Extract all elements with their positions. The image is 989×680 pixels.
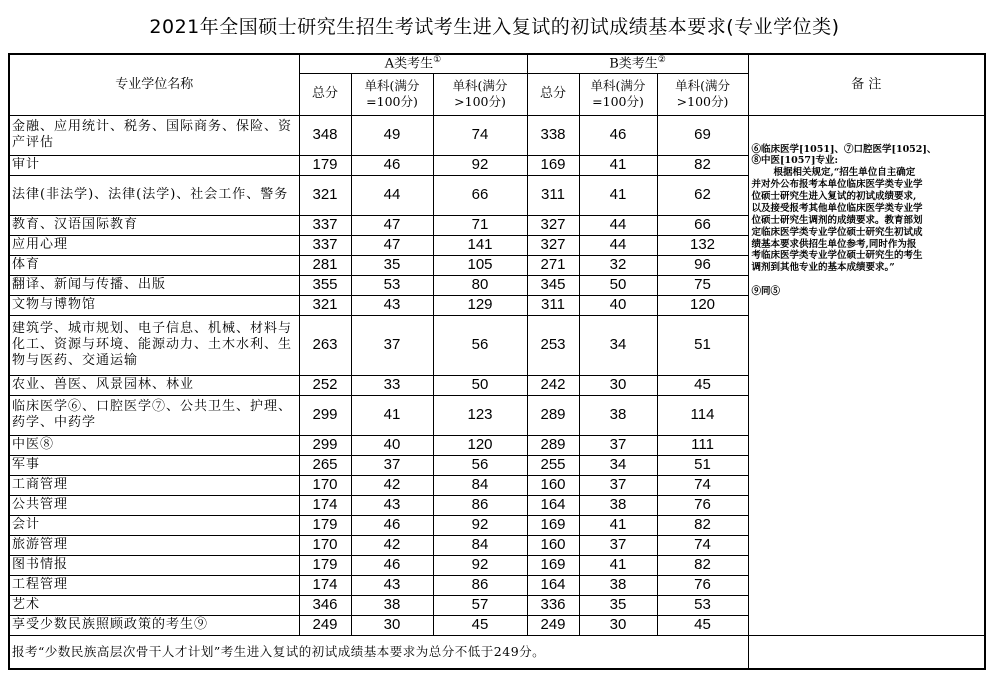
note-line: ⑥临床医学[1051]、⑦口腔医学[1052]、 bbox=[751, 143, 937, 155]
a-single-gt100-cell: 71 bbox=[433, 215, 527, 235]
a-single-100-cell: 44 bbox=[351, 175, 433, 215]
a-single-100-cell: 43 bbox=[351, 295, 433, 315]
program-name: 工程管理 bbox=[9, 575, 299, 595]
a-single-gt100-cell: 57 bbox=[433, 595, 527, 615]
a-single-gt100-cell: 141 bbox=[433, 235, 527, 255]
a-single-100-cell: 42 bbox=[351, 475, 433, 495]
a-single-100-cell: 46 bbox=[351, 155, 433, 175]
b-total-cell: 160 bbox=[527, 535, 579, 555]
b-single-gt100-cell: 96 bbox=[657, 255, 748, 275]
a-single-gt100-cell: 50 bbox=[433, 375, 527, 395]
b-single-100-cell: 41 bbox=[579, 155, 657, 175]
a-total-cell: 174 bbox=[299, 495, 351, 515]
note-line: 定临床医学类专业学位硕士研究生初试成 bbox=[751, 226, 923, 238]
a-single-100-cell: 42 bbox=[351, 535, 433, 555]
a-single-100-cell: 47 bbox=[351, 235, 433, 255]
b-single-gt100-cell: 45 bbox=[657, 375, 748, 395]
b-single-100-cell: 37 bbox=[579, 435, 657, 455]
b-total-cell: 164 bbox=[527, 575, 579, 595]
a-total-cell: 252 bbox=[299, 375, 351, 395]
b-single-gt100-cell: 74 bbox=[657, 535, 748, 555]
b-total-cell: 255 bbox=[527, 455, 579, 475]
a-single-gt100-header: 单科(满分 >100分) bbox=[433, 73, 527, 115]
a-single-gt100-cell: 92 bbox=[433, 155, 527, 175]
a-single-100-cell: 46 bbox=[351, 555, 433, 575]
program-name: 体育 bbox=[9, 255, 299, 275]
a-total-cell: 337 bbox=[299, 235, 351, 255]
a-single-100-cell: 40 bbox=[351, 435, 433, 455]
b-single-100-cell: 44 bbox=[579, 215, 657, 235]
note-line: ⑨同⑤ bbox=[751, 286, 781, 298]
program-name: 法律(非法学)、法律(法学)、社会工作、警务 bbox=[9, 175, 299, 215]
program-name: 工商管理 bbox=[9, 475, 299, 495]
b-total-cell: 289 bbox=[527, 435, 579, 455]
note-line: 位硕士研究生调剂的成绩要求。教育部划 bbox=[751, 214, 923, 226]
b-single-100-cell: 37 bbox=[579, 535, 657, 555]
b-single-gt100-cell: 132 bbox=[657, 235, 748, 255]
header-row-1 bbox=[9, 54, 985, 73]
a-single-gt100-cell: 56 bbox=[433, 315, 527, 375]
b-total-cell: 249 bbox=[527, 615, 579, 635]
a-total-cell: 265 bbox=[299, 455, 351, 475]
b-single-gt100-cell: 82 bbox=[657, 555, 748, 575]
a-total-cell: 348 bbox=[299, 115, 351, 155]
group-b-header: B类考生② bbox=[527, 54, 748, 73]
b-single-100-cell: 44 bbox=[579, 235, 657, 255]
a-single-100-cell: 43 bbox=[351, 495, 433, 515]
score-table bbox=[8, 53, 986, 670]
b-single-gt100-cell: 69 bbox=[657, 115, 748, 155]
b-total-header: 总分 bbox=[527, 73, 579, 115]
b-single-100-cell: 41 bbox=[579, 555, 657, 575]
b-single-100-cell: 34 bbox=[579, 315, 657, 375]
b-single-100-cell: 41 bbox=[579, 515, 657, 535]
a-total-cell: 170 bbox=[299, 535, 351, 555]
b-total-cell: 169 bbox=[527, 555, 579, 575]
b-single-gt100-cell: 82 bbox=[657, 515, 748, 535]
a-total-cell: 299 bbox=[299, 435, 351, 455]
a-single-100-cell: 30 bbox=[351, 615, 433, 635]
a-single-100-cell: 43 bbox=[351, 575, 433, 595]
program-name: 艺术 bbox=[9, 595, 299, 615]
a-single-gt100-cell: 86 bbox=[433, 575, 527, 595]
a-total-cell: 337 bbox=[299, 215, 351, 235]
a-single-100-cell: 33 bbox=[351, 375, 433, 395]
a-single-gt100-cell: 84 bbox=[433, 535, 527, 555]
b-single-gt100-cell: 114 bbox=[657, 395, 748, 435]
b-total-cell: 242 bbox=[527, 375, 579, 395]
a-single-100-cell: 53 bbox=[351, 275, 433, 295]
a-total-header: 总分 bbox=[299, 73, 351, 115]
note-line: 位硕士研究生进入复试的初试成绩要求, bbox=[751, 191, 917, 203]
b-total-cell: 169 bbox=[527, 155, 579, 175]
program-name: 军事 bbox=[9, 455, 299, 475]
b-single-gt100-cell: 82 bbox=[657, 155, 748, 175]
program-name: 农业、兽医、风景园林、林业 bbox=[9, 375, 299, 395]
program-name: 中医⑧ bbox=[9, 435, 299, 455]
b-single-100-cell: 30 bbox=[579, 375, 657, 395]
b-single-gt100-cell: 74 bbox=[657, 475, 748, 495]
program-name: 公共管理 bbox=[9, 495, 299, 515]
a-single-gt100-cell: 84 bbox=[433, 475, 527, 495]
b-single-gt100-cell: 62 bbox=[657, 175, 748, 215]
program-name: 翻译、新闻与传播、出版 bbox=[9, 275, 299, 295]
note-line: 绩基本要求供招生单位参考,同时作为报 bbox=[751, 238, 917, 250]
notes-cell bbox=[748, 115, 985, 635]
note-line: 考临床医学类专业学位硕士研究生的考生 bbox=[751, 250, 923, 262]
b-single-100-cell: 41 bbox=[579, 175, 657, 215]
b-single-gt100-cell: 53 bbox=[657, 595, 748, 615]
a-total-cell: 179 bbox=[299, 155, 351, 175]
program-name: 临床医学⑥、口腔医学⑦、公共卫生、护理、药学、中药学 bbox=[9, 395, 299, 435]
a-single-gt100-cell: 123 bbox=[433, 395, 527, 435]
program-name: 图书情报 bbox=[9, 555, 299, 575]
note-line: 调剂到其他专业的基本成绩要求。” bbox=[751, 262, 895, 274]
a-total-cell: 263 bbox=[299, 315, 351, 375]
b-total-cell: 160 bbox=[527, 475, 579, 495]
b-single-gt100-cell: 111 bbox=[657, 435, 748, 455]
a-single-gt100-cell: 92 bbox=[433, 515, 527, 535]
program-name: 旅游管理 bbox=[9, 535, 299, 555]
b-single-gt100-cell: 76 bbox=[657, 575, 748, 595]
a-single-gt100-cell: 129 bbox=[433, 295, 527, 315]
a-total-cell: 179 bbox=[299, 555, 351, 575]
program-name: 享受少数民族照顾政策的考生⑨ bbox=[9, 615, 299, 635]
b-single-100-cell: 46 bbox=[579, 115, 657, 155]
note-line: ⑧中医[1057]专业: bbox=[751, 155, 838, 167]
a-single-gt100-cell: 120 bbox=[433, 435, 527, 455]
b-total-cell: 169 bbox=[527, 515, 579, 535]
a-total-cell: 355 bbox=[299, 275, 351, 295]
program-name: 建筑学、城市规划、电子信息、机械、材料与化工、资源与环境、能源动力、土木水利、生物与医药、交通运输 bbox=[9, 315, 299, 375]
a-single-100-cell: 37 bbox=[351, 455, 433, 475]
b-total-cell: 311 bbox=[527, 175, 579, 215]
a-single-100-cell: 49 bbox=[351, 115, 433, 155]
a-single-100-cell: 41 bbox=[351, 395, 433, 435]
b-single-gt100-header: 单科(满分 >100分) bbox=[657, 73, 748, 115]
footer-note: 报考“少数民族高层次骨干人才计划”考生进入复试的初试成绩基本要求为总分不低于249分。 bbox=[9, 635, 748, 669]
footer-row bbox=[9, 635, 985, 669]
b-total-cell: 164 bbox=[527, 495, 579, 515]
a-total-cell: 299 bbox=[299, 395, 351, 435]
notes-header: 备 注 bbox=[748, 54, 985, 115]
page-title: 2021年全国硕士研究生招生考试考生进入复试的初试成绩基本要求(专业学位类) bbox=[149, 16, 840, 38]
note-spacer bbox=[752, 274, 981, 286]
b-total-cell: 327 bbox=[527, 235, 579, 255]
program-name: 应用心理 bbox=[9, 235, 299, 255]
b-single-gt100-cell: 75 bbox=[657, 275, 748, 295]
a-single-100-cell: 37 bbox=[351, 315, 433, 375]
a-total-cell: 321 bbox=[299, 175, 351, 215]
a-single-100-cell: 46 bbox=[351, 515, 433, 535]
a-single-gt100-cell: 80 bbox=[433, 275, 527, 295]
b-single-gt100-cell: 51 bbox=[657, 315, 748, 375]
note-line: 并对外公布报考本单位临床医学类专业学 bbox=[751, 179, 923, 191]
program-name: 金融、应用统计、税务、国际商务、保险、资产评估 bbox=[9, 115, 299, 155]
a-single-100-cell: 35 bbox=[351, 255, 433, 275]
b-single-100-cell: 35 bbox=[579, 595, 657, 615]
b-single-100-cell: 50 bbox=[579, 275, 657, 295]
a-total-cell: 321 bbox=[299, 295, 351, 315]
b-total-cell: 271 bbox=[527, 255, 579, 275]
a-total-cell: 346 bbox=[299, 595, 351, 615]
b-single-gt100-cell: 51 bbox=[657, 455, 748, 475]
note-line: 以及接受报考其他单位临床医学类专业学 bbox=[751, 202, 923, 214]
b-single-100-cell: 38 bbox=[579, 495, 657, 515]
col-name-header: 专业学位名称 bbox=[9, 54, 299, 115]
a-single-gt100-cell: 56 bbox=[433, 455, 527, 475]
b-single-100-cell: 40 bbox=[579, 295, 657, 315]
table-row bbox=[9, 115, 985, 155]
a-single-gt100-cell: 86 bbox=[433, 495, 527, 515]
b-total-cell: 289 bbox=[527, 395, 579, 435]
note-line: 根据相关规定,“招生单位自主确定 bbox=[773, 167, 916, 179]
b-total-cell: 327 bbox=[527, 215, 579, 235]
a-single-gt100-cell: 74 bbox=[433, 115, 527, 155]
a-total-cell: 174 bbox=[299, 575, 351, 595]
program-name: 教育、汉语国际教育 bbox=[9, 215, 299, 235]
b-single-100-cell: 34 bbox=[579, 455, 657, 475]
b-single-gt100-cell: 76 bbox=[657, 495, 748, 515]
b-total-cell: 338 bbox=[527, 115, 579, 155]
a-single-100-cell: 38 bbox=[351, 595, 433, 615]
program-name: 文物与博物馆 bbox=[9, 295, 299, 315]
a-single-gt100-cell: 92 bbox=[433, 555, 527, 575]
b-single-100-cell: 38 bbox=[579, 575, 657, 595]
group-a-header: A类考生① bbox=[299, 54, 527, 73]
b-total-cell: 311 bbox=[527, 295, 579, 315]
b-single-gt100-cell: 66 bbox=[657, 215, 748, 235]
b-single-gt100-cell: 45 bbox=[657, 615, 748, 635]
footer-notes-empty bbox=[748, 635, 985, 669]
b-single-100-header: 单科(满分 =100分) bbox=[579, 73, 657, 115]
b-single-100-cell: 37 bbox=[579, 475, 657, 495]
b-single-gt100-cell: 120 bbox=[657, 295, 748, 315]
a-single-100-header: 单科(满分 =100分) bbox=[351, 73, 433, 115]
a-single-100-cell: 47 bbox=[351, 215, 433, 235]
b-single-100-cell: 30 bbox=[579, 615, 657, 635]
a-total-cell: 179 bbox=[299, 515, 351, 535]
b-total-cell: 253 bbox=[527, 315, 579, 375]
b-single-100-cell: 38 bbox=[579, 395, 657, 435]
b-total-cell: 345 bbox=[527, 275, 579, 295]
a-total-cell: 249 bbox=[299, 615, 351, 635]
a-single-gt100-cell: 66 bbox=[433, 175, 527, 215]
a-single-gt100-cell: 45 bbox=[433, 615, 527, 635]
b-single-100-cell: 32 bbox=[579, 255, 657, 275]
a-single-gt100-cell: 105 bbox=[433, 255, 527, 275]
a-total-cell: 170 bbox=[299, 475, 351, 495]
a-total-cell: 281 bbox=[299, 255, 351, 275]
b-total-cell: 336 bbox=[527, 595, 579, 615]
program-name: 审计 bbox=[9, 155, 299, 175]
program-name: 会计 bbox=[9, 515, 299, 535]
